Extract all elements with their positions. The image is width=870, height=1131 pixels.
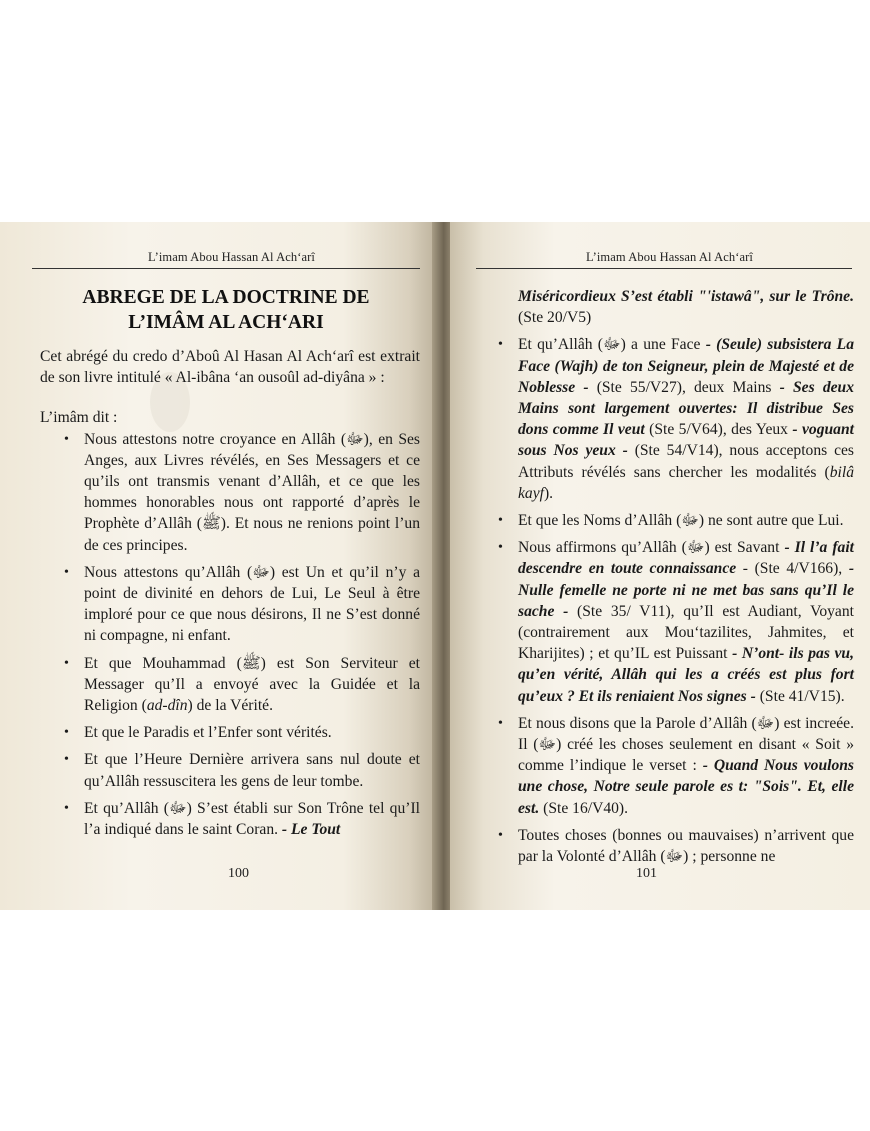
- list-item: • Et que le Paradis et l’Enfer sont vérités.: [84, 722, 420, 743]
- list-item-continued: Miséricordieux S’est établi "'istawâ", sur le Trône. (Ste 20/V5): [518, 288, 854, 327]
- list-item: • Nous attestons notre croyance en Allâh (ﷻ), en Ses Anges, aux Livres révélés, en Ses Messagers et ce qu’ils ont transmis venant d’Allâh, et ce que les hommes honorables nous ont rapporté d’après le Prophète d’Allâh (ﷺ). Et nous ne renions point l’un de ces principes.: [64, 430, 420, 554]
- open-book: [0, 222, 870, 910]
- left-page: [0, 222, 440, 910]
- bullet-icon: •: [498, 715, 503, 731]
- bullet-icon: •: [64, 564, 69, 580]
- list-item: • Toutes choses (bonnes ou mauvaises) n’arrivent que par la Volonté d’Allâh (ﷻ) ; personne ne: [498, 826, 854, 866]
- bullet-icon: •: [64, 431, 69, 447]
- left-bullet-list: [40, 429, 420, 841]
- list-item: • Nous affirmons qu’Allâh (ﷻ) est Savant - Il l’a fait descendre en toute connaissance - (Ste 4/V166), - Nulle femelle ne porte ni ne met bas sans qu’Il le sache - (Ste 35/ V11), qu’Il est Audiant, Voyant (contrairement aux Mou‘tazilites, Jahmites, et Kharijites) ; et qu’IL est Puissant - N’ont- ils pas vu, qu’en vérité, Allâh qui les a créés est plus fort qu’eux ? Et ils reniaient Nos signes - (Ste 41/V15).: [498, 539, 855, 705]
- page-number-right: 101: [636, 866, 657, 881]
- bullet-icon: •: [64, 655, 69, 671]
- bullet-icon: •: [64, 725, 69, 741]
- chapter-title: [56, 285, 396, 335]
- intro-paragraph: Cet abrégé du credo d’Aboû Al Hasan Al Ach‘arî est extrait de son livre intitulé « Al-ibâna ‘an ousoûl ad-diyâna » :: [40, 348, 420, 387]
- right-header-rule: [476, 268, 852, 269]
- title-line-1: ABREGE DE LA DOCTRINE DE: [82, 287, 370, 308]
- right-page-body: [498, 286, 855, 867]
- page-number-left: 100: [228, 866, 249, 881]
- bullet-icon: •: [498, 827, 503, 843]
- bullet-icon: •: [498, 513, 503, 529]
- bullet-icon: •: [64, 800, 69, 816]
- right-page: [450, 222, 870, 910]
- left-header-rule: [32, 268, 420, 269]
- list-item: • Et que les Noms d’Allâh (ﷻ) ne sont autre que Lui.: [518, 510, 854, 531]
- left-page-body: [40, 346, 420, 840]
- bullet-icon: •: [498, 337, 503, 353]
- list-item: • Nous attestons qu’Allâh (ﷻ) est Un et qu’il n’y a point de divinité en dehors de Lui, Le Seul à être imploré pour ce que nous désirons, Il ne S’est donné ni compagne, ni enfant.: [64, 563, 420, 645]
- list-item: • Et nous disons que la Parole d’Allâh (ﷻ) est increée. Il (ﷻ) créé les choses seulement en disant « Soit » comme l’indique le verset : - Quand Nous voulons une chose, Notre seule parole es t: "Sois". Et, elle est. (Ste 16/V40).: [498, 714, 855, 817]
- right-bullet-list: [498, 286, 855, 867]
- list-item: • Et qu’Allâh (ﷻ) S’est établi sur Son Trône tel qu’Il l’a indiqué dans le saint Coran. - Le Tout: [64, 799, 420, 839]
- bullet-icon: •: [64, 752, 69, 768]
- imam-dit-line: L’imâm dit :: [40, 409, 118, 427]
- left-page-header: L’imam Abou Hassan Al Ach‘arî: [148, 250, 315, 264]
- bullet-icon: •: [498, 540, 503, 556]
- title-line-2: L’IMÂM AL ACH‘ARI: [128, 312, 324, 333]
- list-item: • Et que Mouhammad (ﷺ) est Son Serviteur et Messager qu’Il a envoyé avec la Guidée et la Religion (ad-dîn) de la Vérité.: [64, 654, 420, 715]
- right-page-header: L’imam Abou Hassan Al Ach‘arî: [586, 250, 753, 264]
- list-item: • Et qu’Allâh (ﷻ) a une Face - (Seule) subsistera La Face (Wajh) de ton Seigneur, plein de Majesté et de Noblesse - (Ste 55/V27), deux Mains - Ses deux Mains sont largement ouvertes: Il distribue Ses dons comme Il veut (Ste 5/V64), des Yeux - voguant sous Nos yeux - (Ste 54/V14), nous acceptons ces Attributs révélés sans chercher les modalités (bilâ kayf).: [498, 336, 855, 502]
- list-item: • Et que l’Heure Dernière arrivera sans nul doute et qu’Allâh ressuscitera les gens de leur tombe.: [64, 751, 420, 790]
